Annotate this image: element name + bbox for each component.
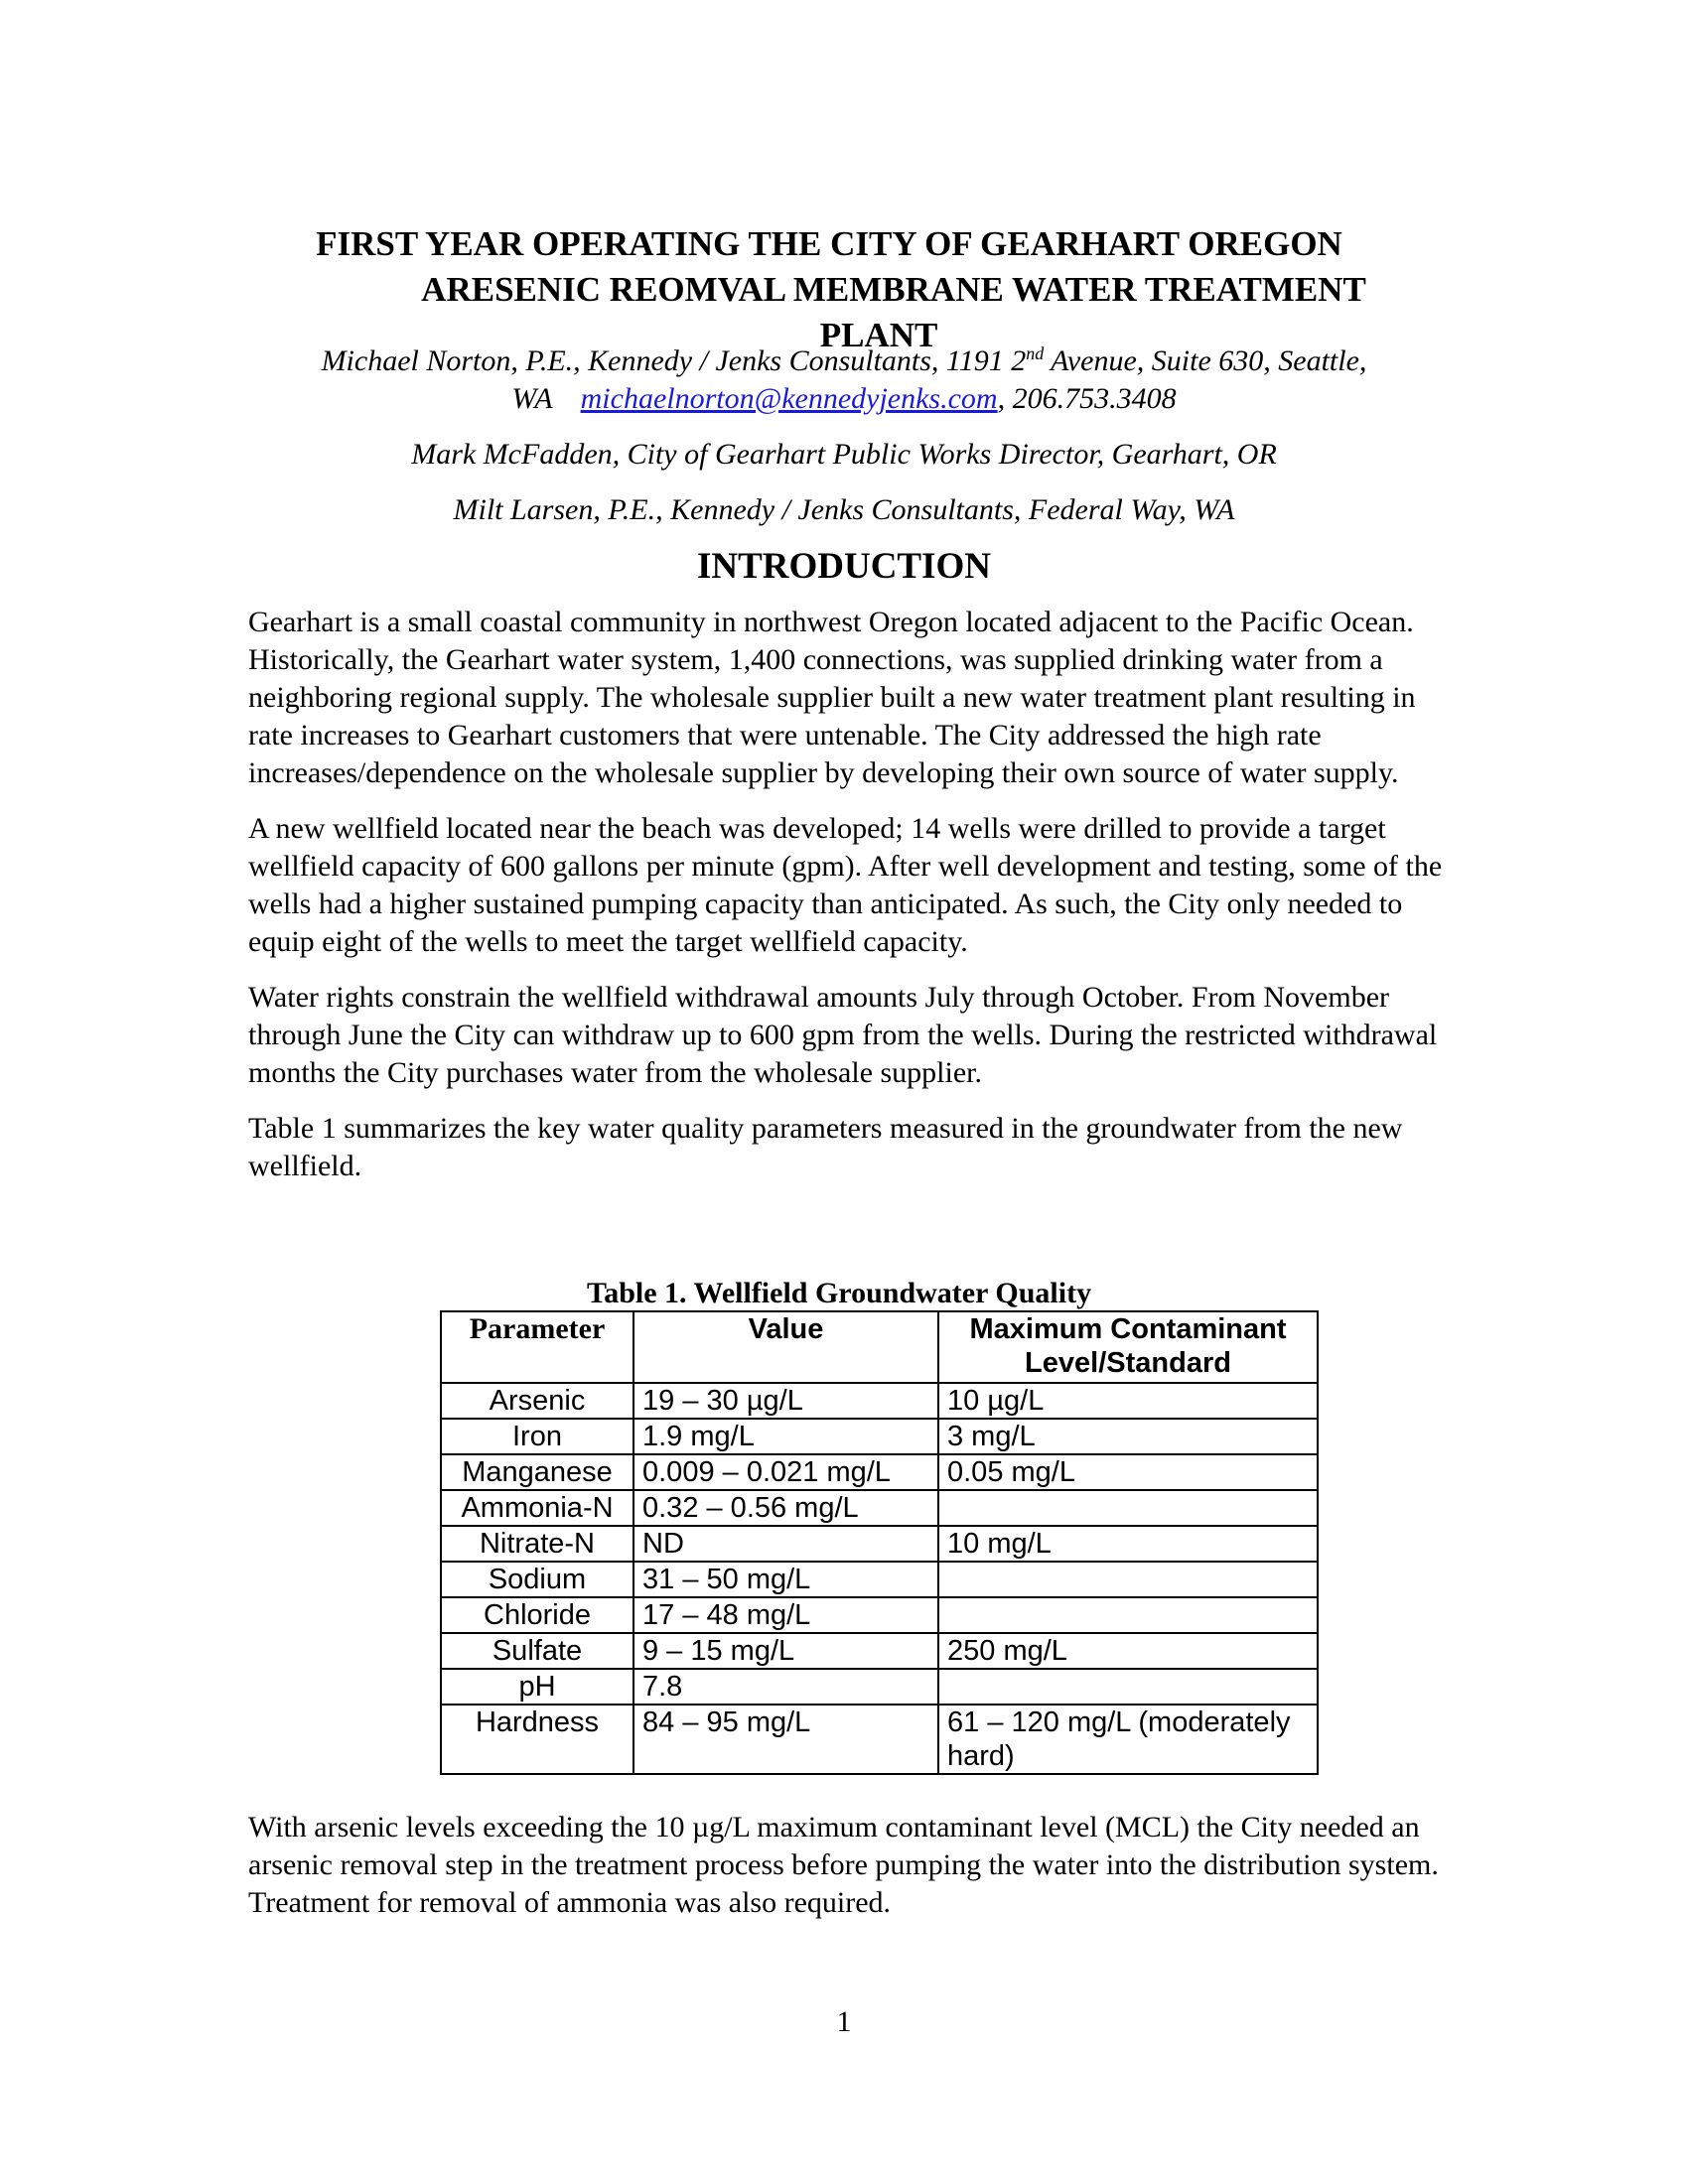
water-quality-table [440, 1310, 1319, 1775]
paragraph: A new wellfield located near the beach was developed; 14 wells were drilled to provide a target wellfield capacity of 600 gallons per minute (gpm). After well development and testing, some of the wells had a higher sustained pumping capacity than anticipated. As such, the City only needed to equip eight of the wells to meet the target wellfield capacity. [248, 812, 1443, 958]
cell-value: ND [633, 1526, 938, 1562]
page-number: 1 [836, 2005, 852, 2038]
column-header-value: Value [633, 1311, 938, 1383]
cell-value: 0.32 – 0.56 mg/L [633, 1490, 938, 1526]
cell-parameter: Nitrate-N [441, 1526, 633, 1562]
paper-title [248, 221, 1440, 358]
title-line-3: PLANT [819, 316, 938, 355]
cell-value: 9 – 15 mg/L [633, 1633, 938, 1669]
cell-value: 7.8 [633, 1669, 938, 1705]
cell-mcl: 250 mg/L [938, 1633, 1318, 1669]
cell-parameter: Hardness [441, 1705, 633, 1774]
cell-value: 0.009 – 0.021 mg/L [633, 1454, 938, 1490]
cell-value: 84 – 95 mg/L [633, 1705, 938, 1774]
table-row [441, 1490, 1318, 1526]
cell-parameter: Arsenic [441, 1383, 633, 1419]
cell-mcl: 10 µg/L [938, 1383, 1318, 1419]
author-1-state: WA [511, 382, 553, 415]
column-header-mcl: Maximum Contaminant Level/Standard [938, 1311, 1318, 1383]
table-row [441, 1597, 1318, 1633]
author-block [248, 342, 1440, 529]
title-line-1: FIRST YEAR OPERATING THE CITY OF GEARHART OREGON [316, 224, 1342, 264]
cell-mcl: 3 mg/L [938, 1419, 1318, 1454]
section-heading-introduction: INTRODUCTION [696, 546, 992, 587]
cell-mcl [938, 1562, 1318, 1597]
author-2: Mark McFadden, City of Gearhart Public Works Director, Gearhart, OR [411, 438, 1277, 471]
introduction-body [248, 604, 1450, 1203]
cell-mcl [938, 1490, 1318, 1526]
table-caption: Table 1. Wellfield Groundwater Quality [586, 1277, 1092, 1309]
author-1-email-link[interactable]: michaelnorton@kennedyjenks.com [580, 382, 998, 415]
paragraph: Water rights constrain the wellfield withdrawal amounts July through October. From November through June the City can withdraw up to 600 gpm from the wells. During the restricted withdrawal months the City purchases water from the wholesale supplier. [248, 981, 1438, 1089]
ordinal-suffix: nd [1026, 343, 1045, 363]
table-row [441, 1562, 1318, 1597]
cell-parameter: Chloride [441, 1597, 633, 1633]
cell-parameter: Manganese [441, 1454, 633, 1490]
cell-mcl: 10 mg/L [938, 1526, 1318, 1562]
cell-parameter: Iron [441, 1419, 633, 1454]
table-row [441, 1633, 1318, 1669]
table-row [441, 1454, 1318, 1490]
cell-value: 1.9 mg/L [633, 1419, 938, 1454]
table-row [441, 1705, 1318, 1774]
cell-parameter: Sodium [441, 1562, 633, 1597]
cell-value: 19 – 30 µg/L [633, 1383, 938, 1419]
paragraph: With arsenic levels exceeding the 10 µg/L maximum contaminant level (MCL) the City needed an arsenic removal step in the treatment process before pumping the water into the distribution system. Treatment for removal of ammonia was also required. [248, 1811, 1439, 1919]
closing-body [248, 1809, 1450, 1922]
cell-parameter: pH [441, 1669, 633, 1705]
author-1-address: Avenue, Suite 630, Seattle, [1044, 344, 1367, 377]
author-1-text: Michael Norton, P.E., Kennedy / Jenks Consultants, 1191 2 [321, 344, 1027, 377]
author-1-phone: , 206.753.3408 [997, 382, 1177, 415]
title-line-2: ARESENIC REOMVAL MEMBRANE WATER TREATMENT [421, 270, 1366, 310]
table-row [441, 1669, 1318, 1705]
cell-mcl: 61 – 120 mg/L (moderately hard) [938, 1705, 1318, 1774]
author-3: Milt Larsen, P.E., Kennedy / Jenks Consultants, Federal Way, WA [453, 493, 1235, 526]
column-header-parameter: Parameter [441, 1311, 633, 1383]
paragraph: Table 1 summarizes the key water quality parameters measured in the groundwater from the new wellfield. [248, 1112, 1403, 1182]
table-row [441, 1419, 1318, 1454]
cell-parameter: Ammonia-N [441, 1490, 633, 1526]
cell-parameter: Sulfate [441, 1633, 633, 1669]
table-row [441, 1526, 1318, 1562]
cell-value: 31 – 50 mg/L [633, 1562, 938, 1597]
cell-value: 17 – 48 mg/L [633, 1597, 938, 1633]
table-row [441, 1383, 1318, 1419]
table-header-row [441, 1311, 1318, 1383]
cell-mcl [938, 1669, 1318, 1705]
author-1 [248, 342, 1440, 418]
cell-mcl [938, 1597, 1318, 1633]
cell-mcl: 0.05 mg/L [938, 1454, 1318, 1490]
paragraph: Gearhart is a small coastal community in northwest Oregon located adjacent to the Pacific Ocean. Historically, the Gearhart water system, 1,400 connections, was supplied drinking water from a neighboring regional supply. The wholesale supplier built a new water treatment plant resulting in rate increases to Gearhart customers that were untenable. The City addressed the high rate increases/dependence on the wholesale supplier by developing their own source of water supply. [248, 606, 1416, 789]
